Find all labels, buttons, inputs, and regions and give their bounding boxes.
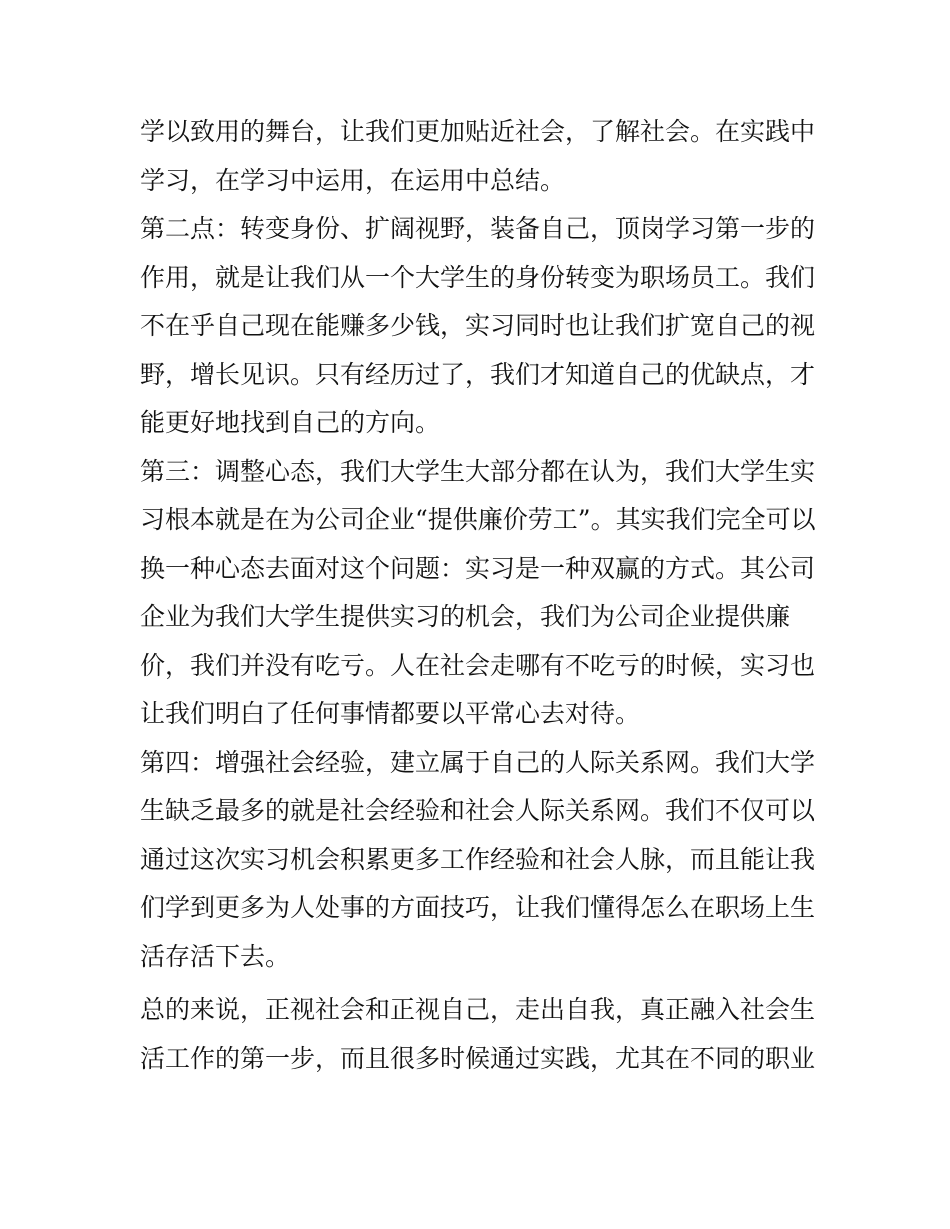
document-body (140, 108, 816, 1083)
text-line: 活工作的第一步，而且很多时候通过实践，尤其在不同的职业 (140, 1043, 816, 1073)
text-line: 不在乎自己现在能赚多少钱，实习同时也让我们扩宽自己的视 (140, 311, 816, 340)
text-line: 价，我们并没有吃亏。人在社会走哪有不吃亏的时候，实习也 (140, 650, 816, 680)
text-line: 作用，就是让我们从一个大学生的身份转变为职场员工。我们 (140, 262, 816, 292)
paragraph-point-three (140, 448, 816, 739)
text-line: 换一种心态去面对这个问题：实习是一种双赢的方式。其公司 (140, 553, 816, 583)
text-line: 学习，在学习中运用，在运用中总结。 (140, 165, 566, 195)
text-line: 第四：增强社会经验，建立属于自己的人际关系网。我们大学 (140, 747, 816, 777)
text-line: 生缺乏最多的就是社会经验和社会人际关系网。我们不仅可以 (140, 796, 816, 825)
text-line: 第二点：转变身份、扩阔视野，装备自己，顶岗学习第一步的 (140, 214, 816, 243)
text-line: 总的来说，正视社会和正视自己，走出自我，真正融入社会生 (140, 995, 816, 1024)
text-line: 习根本就是在为公司企业“提供廉价劳工”。其实我们完全可以 (140, 505, 816, 534)
text-line: 们学到更多为人处事的方面技巧，让我们懂得怎么在职场上生 (140, 893, 816, 922)
text-line: 企业为我们大学生提供实习的机会，我们为公司企业提供廉 (140, 602, 791, 631)
text-line: 能更好地找到自己的方向。 (140, 408, 441, 437)
text-line: 第三：调整心态，我们大学生大部分都在认为，我们大学生实 (140, 456, 816, 486)
paragraph-intro-continuation (140, 108, 816, 205)
paragraph-summary (140, 986, 816, 1083)
text-line: 让我们明白了任何事情都要以平常心去对待。 (140, 699, 641, 728)
text-line: 野，增长见识。只有经历过了，我们才知道自己的优缺点，才 (140, 359, 816, 389)
text-line: 活存活下去。 (140, 941, 291, 971)
paragraph-point-two (140, 205, 816, 448)
paragraph-point-four (140, 739, 816, 982)
text-line: 学以致用的舞台，让我们更加贴近社会，了解社会。在实践中 (140, 117, 816, 146)
text-line: 通过这次实习机会积累更多工作经验和社会人脉，而且能让我 (140, 844, 816, 874)
